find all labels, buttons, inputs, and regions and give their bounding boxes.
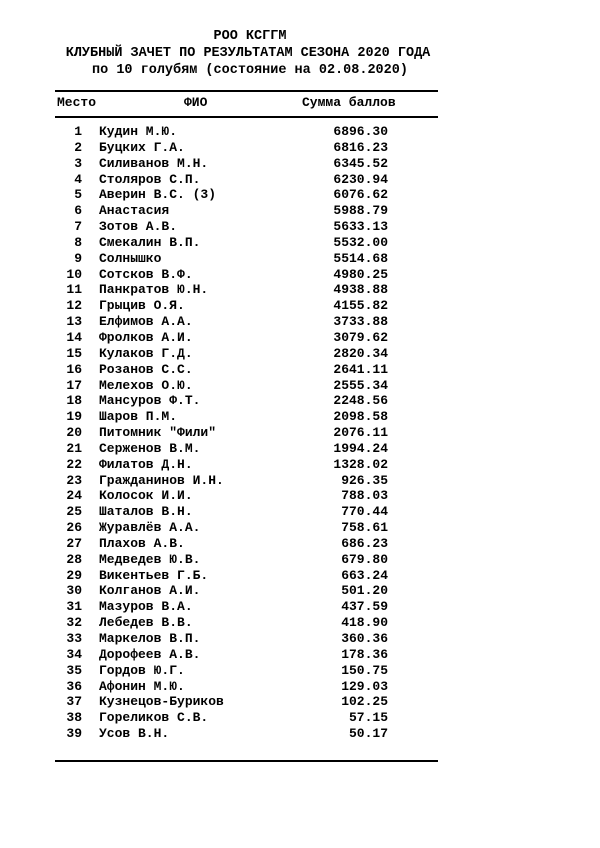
row-score: 5988.79 <box>333 203 388 219</box>
row-score: 2098.58 <box>333 409 388 425</box>
bottom-divider <box>55 760 438 762</box>
row-place: 10 <box>66 266 82 282</box>
table-row <box>0 235 600 251</box>
header-divider <box>55 116 438 118</box>
row-score: 6076.62 <box>333 187 388 203</box>
row-score: 5514.68 <box>333 250 388 266</box>
row-score: 50.17 <box>348 726 388 742</box>
row-place: 35 <box>66 662 82 678</box>
row-score: 1994.24 <box>333 440 388 456</box>
table-row <box>0 172 600 188</box>
row-place: 12 <box>66 298 82 314</box>
table-row <box>0 568 600 584</box>
row-place: 14 <box>66 329 82 345</box>
row-place: 2 <box>74 139 82 155</box>
org-name: РОО КСГГМ <box>213 29 287 44</box>
row-place: 31 <box>66 599 82 615</box>
row-score: 437.59 <box>341 599 388 615</box>
row-name: Питомник "Фили" <box>99 425 217 441</box>
row-score: 418.90 <box>341 615 388 631</box>
row-name: Плахов А.В. <box>99 535 185 551</box>
row-score: 679.80 <box>341 551 388 567</box>
row-place: 28 <box>66 551 82 567</box>
row-place: 33 <box>66 631 82 646</box>
row-score: 6345.52 <box>333 155 388 171</box>
row-place: 8 <box>74 234 82 250</box>
row-name: Дорофеев А.В. <box>99 646 201 662</box>
table-row <box>0 536 600 552</box>
row-name: Буцких Г.А. <box>99 139 185 155</box>
row-place: 19 <box>66 409 82 425</box>
row-score: 501.20 <box>341 583 388 599</box>
row-place: 11 <box>66 282 82 298</box>
row-score: 2555.34 <box>333 377 388 393</box>
row-score: 3079.62 <box>333 329 388 345</box>
row-place: 24 <box>66 488 82 504</box>
table-row <box>0 425 600 441</box>
row-score: 360.36 <box>341 631 388 646</box>
column-header-place: Место <box>57 95 97 110</box>
row-name: Мансуров Ф.Т. <box>99 393 201 409</box>
table-row <box>0 647 600 663</box>
row-name: Викентьев Г.Б. <box>99 567 209 583</box>
row-place: 32 <box>66 615 82 631</box>
row-name: Грыцив О.Я. <box>99 298 185 314</box>
table-row <box>0 520 600 536</box>
table-row <box>0 219 600 235</box>
row-name: Сотсков В.Ф. <box>99 266 193 282</box>
table-row <box>0 441 600 457</box>
table-row <box>0 615 600 631</box>
row-place: 37 <box>66 694 82 710</box>
document-title: КЛУБНЫЙ ЗАЧЕТ ПО РЕЗУЛЬТАТАМ СЕЗОНА 2020 ГОДА <box>65 46 431 61</box>
table-row <box>0 140 600 156</box>
row-score: 5532.00 <box>333 234 388 250</box>
row-name: Силиванов М.Н. <box>99 155 209 171</box>
row-name: Кузнецов-Буриков <box>99 694 224 710</box>
row-name: Лебедев В.В. <box>99 615 193 631</box>
row-place: 30 <box>66 583 82 599</box>
table-row <box>0 663 600 679</box>
row-score: 5633.13 <box>333 219 388 235</box>
row-score: 2820.34 <box>333 345 388 361</box>
row-place: 38 <box>66 710 82 726</box>
table-row <box>0 552 600 568</box>
row-name: Розанов С.С. <box>99 361 193 377</box>
row-place: 18 <box>66 393 82 409</box>
table-row <box>0 694 600 710</box>
row-name: Гореликов С.В. <box>99 710 209 726</box>
row-place: 3 <box>74 155 82 171</box>
row-name: Анастасия <box>99 203 170 219</box>
row-score: 663.24 <box>341 567 388 583</box>
row-score: 2248.56 <box>333 393 388 409</box>
row-score: 150.75 <box>341 662 388 678</box>
table-row <box>0 362 600 378</box>
row-place: 26 <box>66 520 82 536</box>
table-row <box>0 393 600 409</box>
row-name: Елфимов А.А. <box>99 314 193 330</box>
results-table <box>0 124 600 742</box>
table-row <box>0 488 600 504</box>
row-place: 16 <box>66 361 82 377</box>
row-place: 29 <box>66 567 82 583</box>
table-row <box>0 710 600 726</box>
row-place: 25 <box>66 504 82 520</box>
row-place: 13 <box>66 314 82 330</box>
row-place: 5 <box>74 187 82 203</box>
column-header-name: ФИО <box>184 95 208 110</box>
row-score: 178.36 <box>341 646 388 662</box>
row-place: 21 <box>66 440 82 456</box>
table-row <box>0 330 600 346</box>
table-row <box>0 251 600 267</box>
row-name: Мелехов О.Ю. <box>99 377 193 393</box>
row-score: 3733.88 <box>333 314 388 330</box>
row-name: Фролков А.И. <box>99 329 193 345</box>
table-row <box>0 346 600 362</box>
row-name: Гордов Ю.Г. <box>99 662 185 678</box>
row-name: Кулаков Г.Д. <box>99 345 193 361</box>
row-score: 57.15 <box>348 710 388 726</box>
row-score: 770.44 <box>341 504 388 520</box>
row-score: 4980.25 <box>333 266 388 282</box>
row-name: Медведев Ю.В. <box>99 551 201 567</box>
row-place: 20 <box>66 425 82 441</box>
row-score: 686.23 <box>341 535 388 551</box>
top-divider <box>55 90 438 92</box>
row-place: 4 <box>74 171 82 187</box>
table-row <box>0 726 600 742</box>
table-row <box>0 583 600 599</box>
row-name: Столяров С.П. <box>99 171 201 187</box>
table-row <box>0 187 600 203</box>
table-row <box>0 298 600 314</box>
row-place: 23 <box>66 472 82 488</box>
row-score: 788.03 <box>341 488 388 504</box>
column-header-score: Сумма баллов <box>302 95 396 110</box>
row-name: Смекалин В.П. <box>99 234 201 250</box>
row-score: 129.03 <box>341 678 388 694</box>
table-row <box>0 124 600 140</box>
row-score: 4155.82 <box>333 298 388 314</box>
row-name: Аверин В.С. (3) <box>99 187 217 203</box>
row-name: Усов В.Н. <box>99 726 170 742</box>
row-score: 6230.94 <box>333 171 388 187</box>
table-row <box>0 267 600 283</box>
row-score: 6816.23 <box>333 139 388 155</box>
row-place: 27 <box>66 535 82 551</box>
row-score: 2076.11 <box>333 425 388 441</box>
table-row <box>0 378 600 394</box>
row-score: 102.25 <box>341 694 388 710</box>
row-score: 4938.88 <box>333 282 388 298</box>
row-name: Мазуров В.А. <box>99 599 193 615</box>
table-row <box>0 599 600 615</box>
row-name: Журавлёв А.А. <box>99 520 201 536</box>
row-score: 926.35 <box>341 472 388 488</box>
row-score: 1328.02 <box>333 456 388 472</box>
table-row <box>0 457 600 473</box>
row-place: 22 <box>66 456 82 472</box>
row-place: 1 <box>74 124 82 139</box>
row-score: 6896.30 <box>333 124 388 139</box>
table-row <box>0 631 600 647</box>
row-place: 17 <box>66 377 82 393</box>
row-name: Панкратов Ю.Н. <box>99 282 209 298</box>
table-row <box>0 282 600 298</box>
row-place: 9 <box>74 250 82 266</box>
row-name: Кудин М.Ю. <box>99 124 178 139</box>
row-name: Колганов А.И. <box>99 583 201 599</box>
table-row <box>0 504 600 520</box>
row-name: Афонин М.Ю. <box>99 678 185 694</box>
row-name: Гражданинов И.Н. <box>99 472 224 488</box>
row-score: 2641.11 <box>333 361 388 377</box>
table-row <box>0 473 600 489</box>
row-place: 7 <box>74 219 82 235</box>
row-name: Серженов В.М. <box>99 440 201 456</box>
table-row <box>0 409 600 425</box>
row-place: 34 <box>66 646 82 662</box>
row-place: 36 <box>66 678 82 694</box>
table-row <box>0 314 600 330</box>
row-name: Колосок И.И. <box>99 488 193 504</box>
row-name: Зотов А.В. <box>99 219 178 235</box>
row-place: 6 <box>74 203 82 219</box>
row-name: Шаров П.М. <box>99 409 178 425</box>
row-place: 15 <box>66 345 82 361</box>
row-score: 758.61 <box>341 520 388 536</box>
row-name: Солнышко <box>99 250 162 266</box>
row-name: Филатов Д.Н. <box>99 456 193 472</box>
row-name: Маркелов В.П. <box>99 631 201 646</box>
table-row <box>0 156 600 172</box>
row-name: Шаталов В.Н. <box>99 504 193 520</box>
row-place: 39 <box>66 726 82 742</box>
table-row <box>0 679 600 695</box>
document-subtitle: по 10 голубям (состояние на 02.08.2020) <box>92 63 408 78</box>
table-row <box>0 203 600 219</box>
